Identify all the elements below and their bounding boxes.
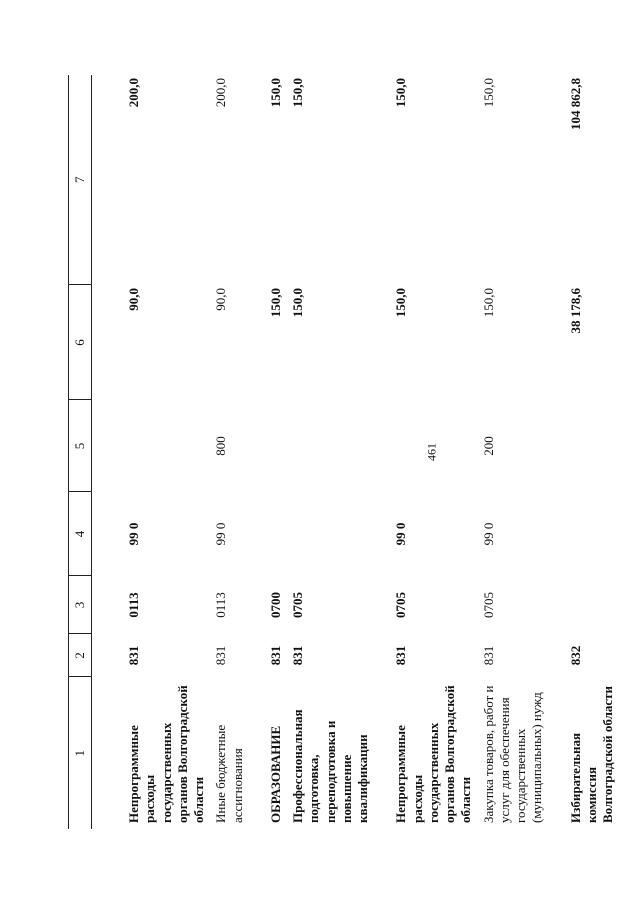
item-name: Иные бюджетные ассигнования [213,724,245,823]
cell-target: 99 0 [480,522,496,546]
cell-section: 0113 [213,592,229,618]
item-name: ОБРАЗОВАНИЕ [267,725,283,823]
cell-amount-2: 150,0 [290,78,305,108]
cell-type [92,400,208,492]
column-header: 3 [69,576,92,634]
table-row [371,75,474,829]
cell-code: 831 [480,645,496,666]
cell-code: 832 [567,645,583,666]
cell-type [546,400,617,492]
cell-code: 831 [213,645,229,666]
page-number: 461 [424,443,439,461]
cell-section: 0705 [290,592,305,618]
cell-amount-2: 150,0 [393,78,409,108]
cell-target: 99 0 [213,522,229,546]
item-name: Избирательная комиссия Волгоградской области [567,685,615,823]
cell-amount-2: 150,0 [480,78,496,108]
cell-code: 831 [126,645,141,666]
cell-type: 800 [213,436,229,456]
column-header: 2 [69,634,92,677]
cell-section: 0113 [126,592,141,618]
cell-target [246,492,284,576]
cell-section: 0705 [393,592,409,618]
cell-amount-1: 150,0 [393,288,409,318]
cell-type [246,400,284,492]
cell-amount-1: 150,0 [290,288,305,318]
item-name: Закупка товаров, работ и услуг для обеспечения государственных (муниципальных) нужд [480,685,545,823]
table-row [284,75,371,829]
cell-amount-1: 150,0 [267,288,283,318]
item-name: Профессиональная подготовка, переподготовка и повышение квалификации [290,709,370,823]
table-row [246,75,284,829]
column-header: 1 [69,677,92,829]
cell-amount-1: 90,0 [126,288,141,311]
cell-amount-2: 200,0 [213,78,229,108]
cell-amount-1: 90,0 [213,288,229,311]
cell-target: 99 0 [126,522,141,546]
table-row [207,75,246,829]
item-name: Непрограммные расходы государственных органов Волгоградской области [393,685,474,823]
cell-amount-2: 200,0 [126,78,141,108]
item-name: Непрограммные расходы государственных органов Волгоградской области [126,685,206,823]
cell-target [284,492,371,576]
column-header: 5 [69,400,92,492]
cell-amount-2: 104 862,8 [567,78,583,130]
cell-section [546,576,617,634]
cell-code: 831 [267,645,283,666]
table-header-row [69,75,92,829]
budget-table [68,75,616,829]
cell-code: 831 [393,645,409,666]
cell-section: 0705 [480,592,496,618]
table-row [475,75,546,829]
cell-type [371,400,474,492]
rotated-table-container [68,75,615,829]
cell-amount-2: 150,0 [267,78,283,108]
column-header: 4 [69,492,92,576]
cell-section: 0700 [267,592,283,618]
cell-code: 831 [290,645,305,666]
cell-target: 99 0 [393,522,409,546]
cell-amount-1: 150,0 [480,288,496,318]
column-header: 7 [69,75,92,285]
table-row [546,75,617,829]
cell-type [284,400,371,492]
column-header: 6 [69,285,92,400]
cell-target [546,492,617,576]
cell-type: 200 [480,436,496,456]
table-row [92,75,208,829]
cell-amount-1: 38 178,6 [567,288,583,334]
